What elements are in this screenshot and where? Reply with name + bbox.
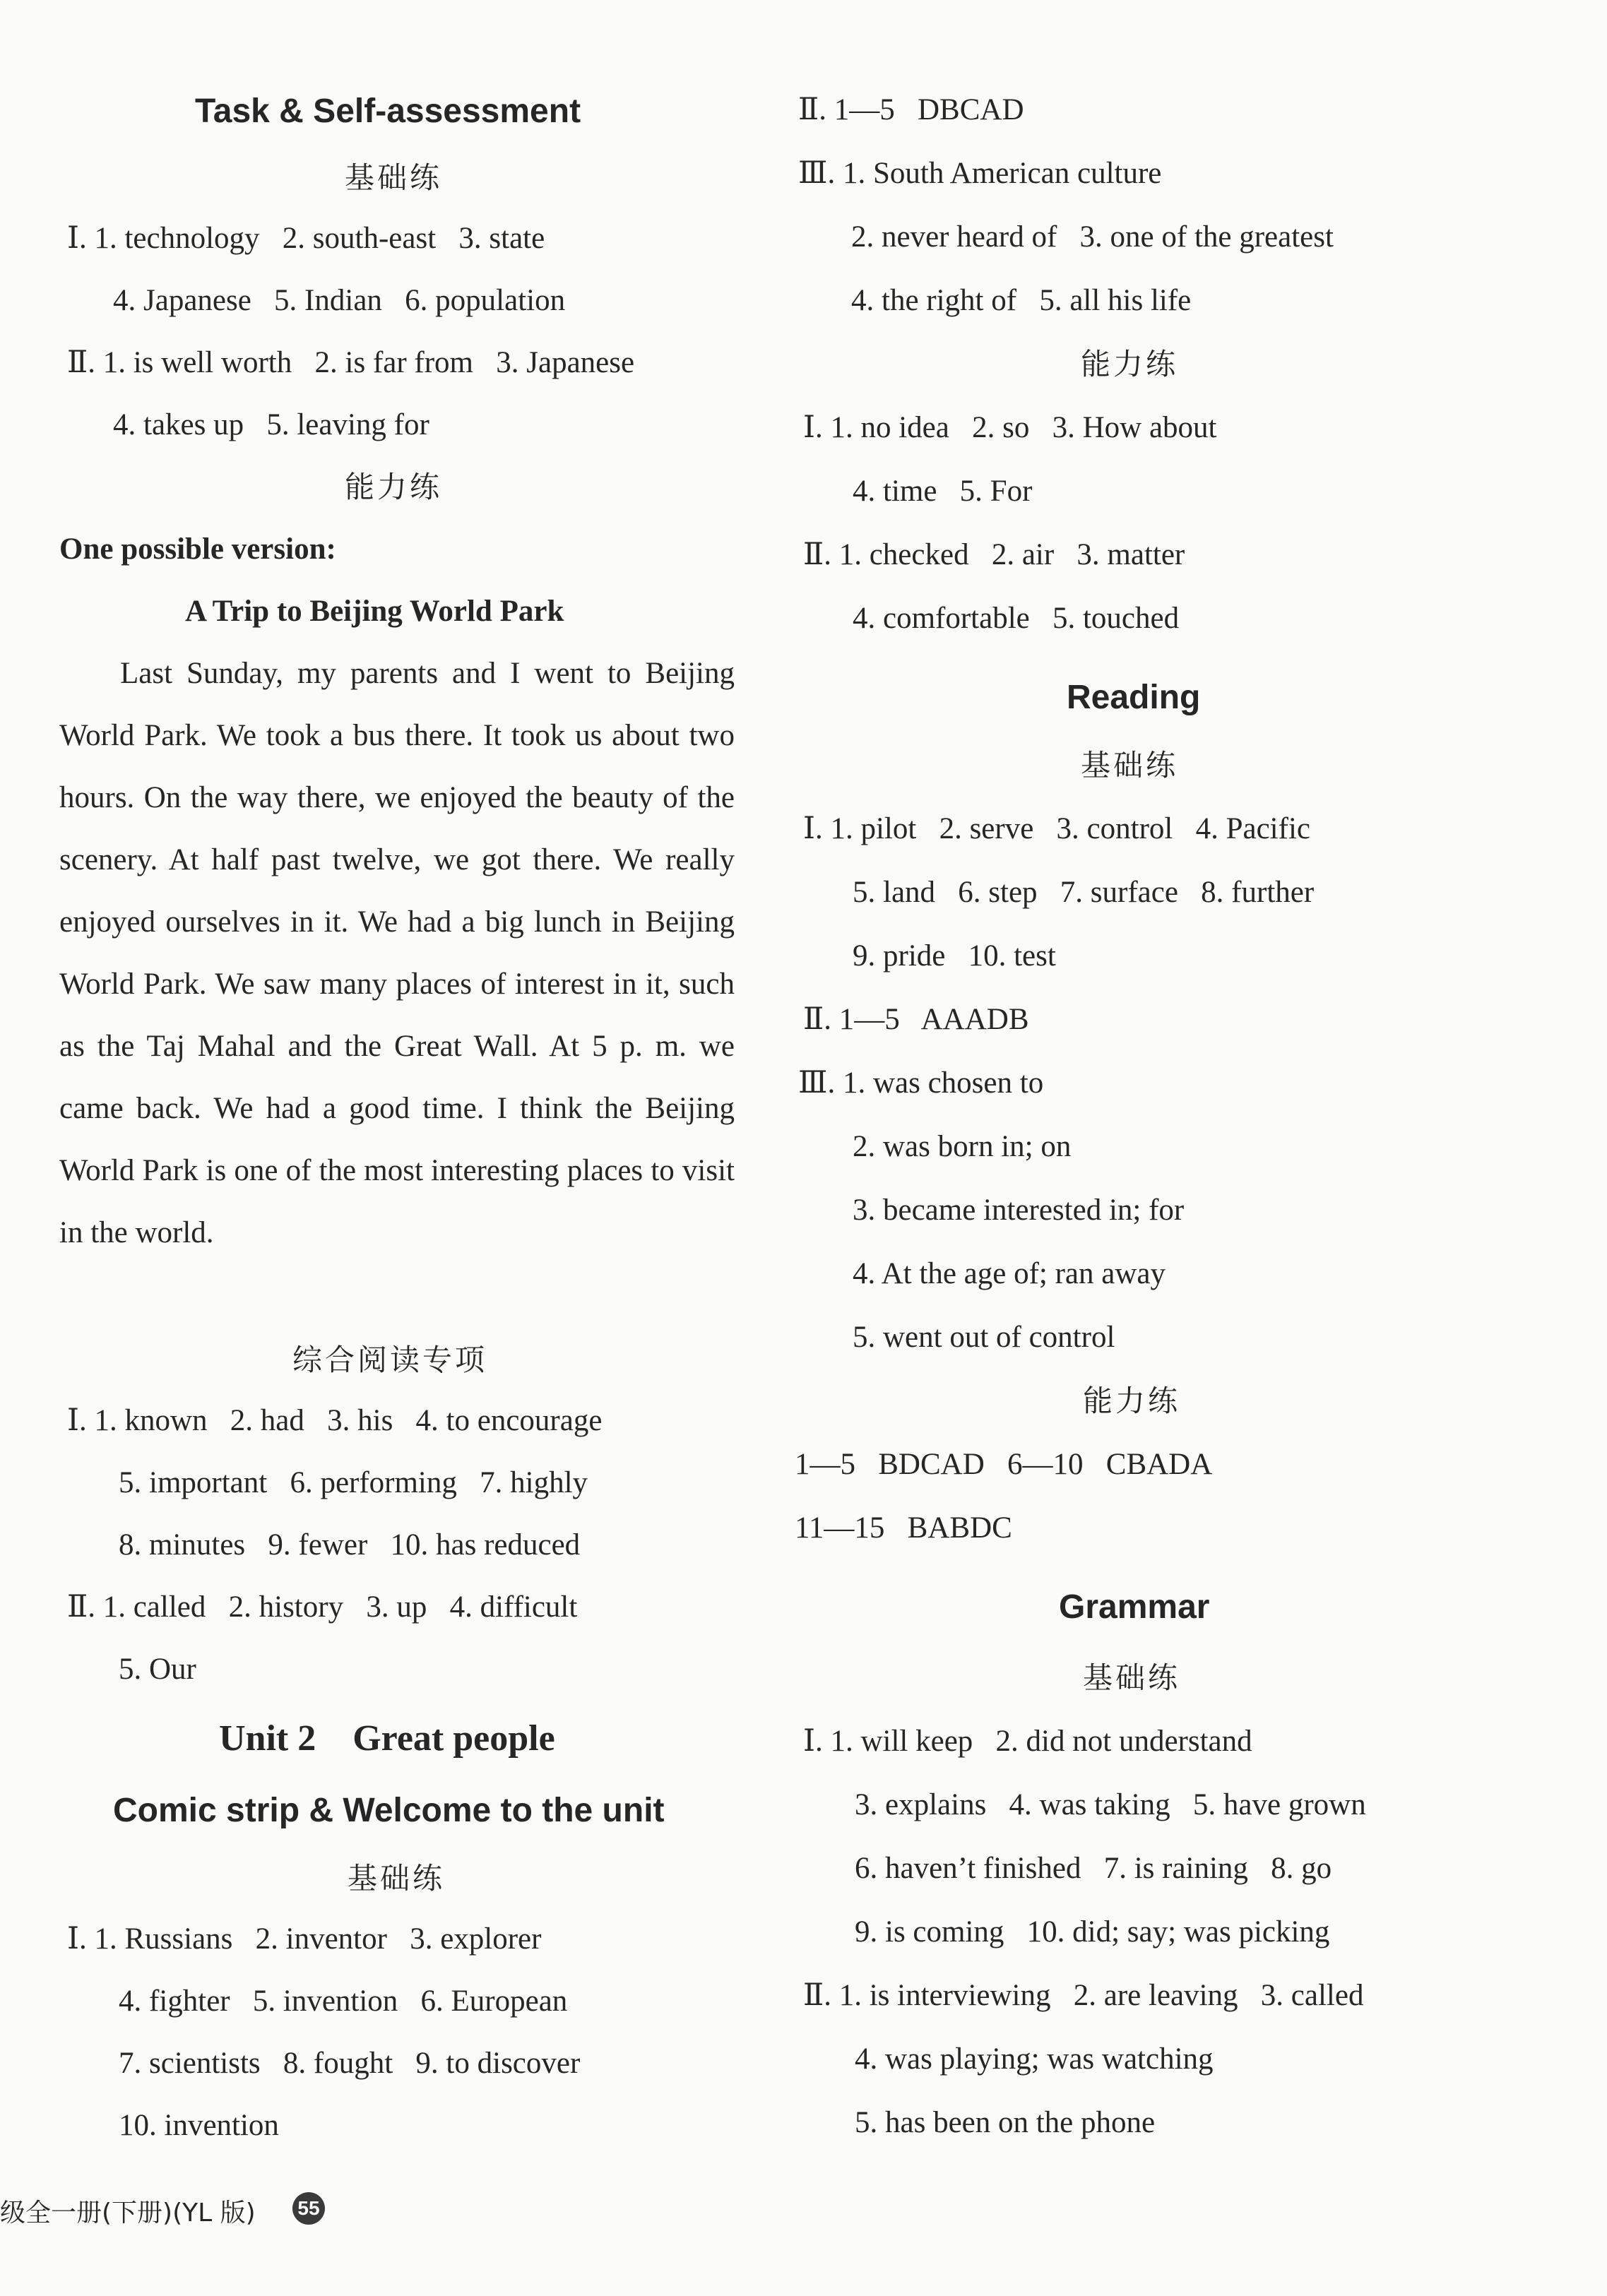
answer-line: 9. pride 10. test <box>853 939 1056 972</box>
section-heading-grammar: Grammar <box>1059 1588 1210 1626</box>
answer-line: 4. was playing; was watching <box>855 2042 1214 2076</box>
answer-line: 4. fighter 5. invention 6. European <box>119 1985 568 2018</box>
answer-line: Ⅱ. 1—5 DBCAD <box>798 93 1024 126</box>
answer-line: 5. has been on the phone <box>855 2106 1156 2139</box>
answer-line: 10. invention <box>119 2109 279 2142</box>
subheading-basic: 基础练 <box>345 160 443 195</box>
essay-body: Last Sunday, my parents and I went to Beijing World Park. We took a bus there. It took us about two hours. On the way there, we enjoyed the beauty of the scenery. At half past twelve, we got there. We really enjoyed ourselves in it. We had a big lunch in Beijing World Park. We saw many places of interest in it, such as the Taj Mahal and the Great Wall. At 5 p. m. we came back. We had a good time. I think the Beijing World Park is one of the most interesting places to visit in the world. <box>59 657 735 1249</box>
answer-line: Ⅲ. 1. South American culture <box>798 157 1162 190</box>
answer-line: 4. the right of 5. all his life <box>851 284 1192 317</box>
answer-line: 5. land 6. step 7. surface 8. further <box>853 876 1315 909</box>
answer-line: Ⅱ. 1—5 AAADB <box>803 1003 1029 1036</box>
answer-line: 11—15 BABDC <box>795 1511 1012 1545</box>
answer-line: Ⅰ. 1. known 2. had 3. his 4. to encourage <box>67 1404 603 1437</box>
section-heading-reading: Reading <box>1067 679 1201 716</box>
possible-version-label: One possible version: <box>59 533 336 566</box>
answer-line: Ⅰ. 1. Russians 2. inventor 3. explorer <box>67 1922 542 1956</box>
answer-line: Ⅱ. 1. is well worth 2. is far from 3. Japanese <box>67 346 635 379</box>
answer-line: Ⅱ. 1. called 2. history 3. up 4. difficult <box>67 1590 578 1624</box>
essay-title: A Trip to Beijing World Park <box>185 595 564 628</box>
subheading-basic: 基础练 <box>1083 1660 1181 1695</box>
subheading-ability: 能力练 <box>345 470 443 504</box>
answer-line: Ⅱ. 1. checked 2. air 3. matter <box>803 538 1185 571</box>
unit-heading: Unit 2 Great people <box>219 1718 555 1759</box>
answer-line: Ⅱ. 1. is interviewing 2. are leaving 3. called <box>803 1979 1364 2012</box>
answer-line: 4. time 5. For <box>853 475 1033 508</box>
answer-line: Ⅲ. 1. was chosen to <box>798 1066 1044 1100</box>
page-number: 55 <box>292 2192 325 2225</box>
answer-line: Ⅰ. 1. technology 2. south-east 3. state <box>67 222 545 255</box>
answer-line: 4. takes up 5. leaving for <box>113 408 429 441</box>
answer-line: 2. was born in; on <box>853 1130 1072 1163</box>
answer-line: 2. never heard of 3. one of the greatest <box>851 220 1334 254</box>
answer-line: 5. went out of control <box>853 1321 1115 1354</box>
answer-line: 6. haven’t finished 7. is raining 8. go <box>855 1852 1332 1885</box>
answer-line: 5. Our <box>119 1653 196 1686</box>
footer-book-label: 级全一册(下册)(YL 版) <box>0 2199 256 2227</box>
answer-line: 4. Japanese 5. Indian 6. population <box>113 284 566 317</box>
subheading-basic: 基础练 <box>1081 748 1179 783</box>
section-heading-task: Task & Self-assessment <box>195 93 581 130</box>
answer-line: Ⅰ. 1. no idea 2. so 3. How about <box>803 411 1217 444</box>
subheading-basic: 基础练 <box>348 1861 446 1896</box>
section-heading-comic: Comic strip & Welcome to the unit <box>113 1792 665 1829</box>
subheading-reading-special: 综合阅读专项 <box>292 1343 488 1377</box>
subheading-ability: 能力练 <box>1083 1384 1181 1418</box>
subheading-ability: 能力练 <box>1081 347 1179 381</box>
answer-line: Ⅰ. 1. will keep 2. did not understand <box>803 1725 1252 1758</box>
answer-line: 8. minutes 9. fewer 10. has reduced <box>119 1528 581 1562</box>
answer-line: 3. became interested in; for <box>853 1194 1185 1227</box>
answer-line: Ⅰ. 1. pilot 2. serve 3. control 4. Pacific <box>803 812 1310 845</box>
answer-line: 7. scientists 8. fought 9. to discover <box>119 2047 581 2080</box>
answer-line: 5. important 6. performing 7. highly <box>119 1466 588 1499</box>
answer-line: 9. is coming 10. did; say; was picking <box>855 1915 1330 1949</box>
answer-line: 3. explains 4. was taking 5. have grown <box>855 1788 1366 1821</box>
answer-line: 1—5 BDCAD 6—10 CBADA <box>795 1448 1213 1481</box>
answer-line: 4. At the age of; ran away <box>853 1257 1166 1290</box>
answer-line: 4. comfortable 5. touched <box>853 602 1180 635</box>
